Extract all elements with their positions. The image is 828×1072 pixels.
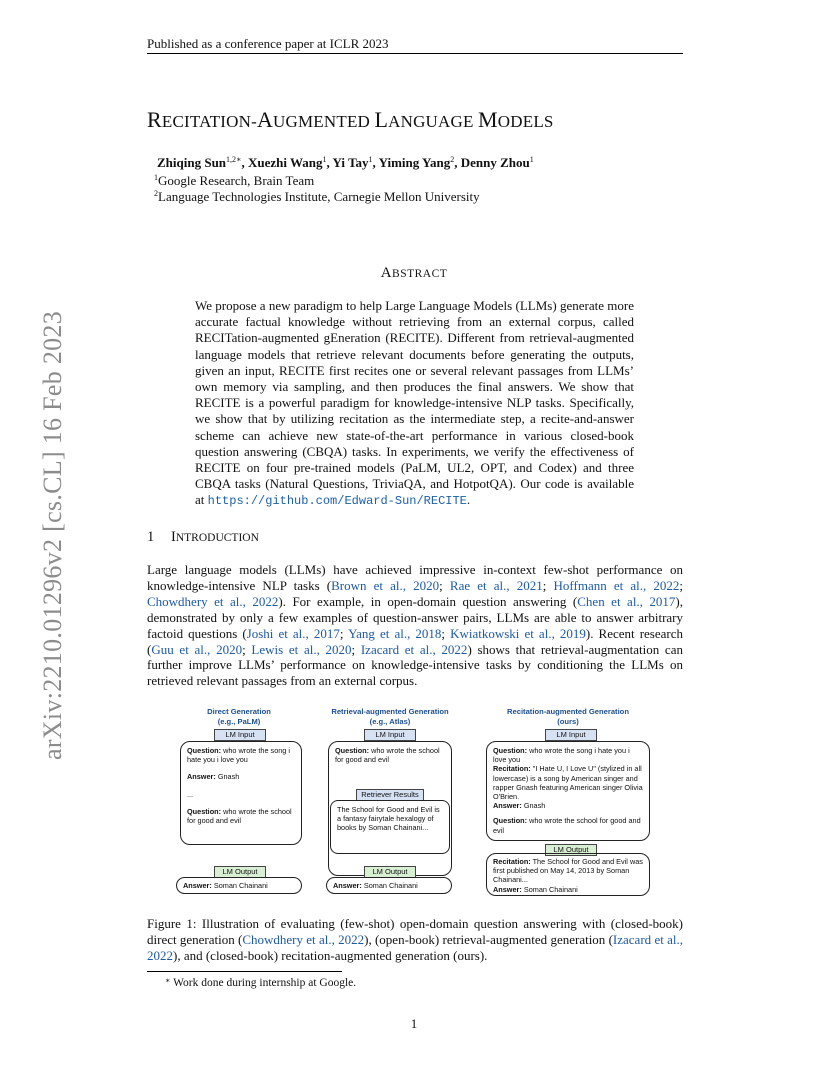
title-cap: A <box>256 107 274 132</box>
author-affil-mark: 1 <box>368 155 373 164</box>
affiliation-1: $^1$Google Research, Brain Team <box>154 173 315 188</box>
citation-link[interactable]: Chowdhery et al., 2022 <box>242 932 365 947</box>
author-affil-mark: 1 <box>529 155 534 164</box>
lm-output-tag: LM Output <box>214 866 266 878</box>
page-number: 1 <box>410 1016 418 1031</box>
title-rest: UGMENTED <box>273 112 375 131</box>
author-name: Yi Tay <box>332 155 369 170</box>
retrieved-passage-box: The School for Good and Evil is a fantasy fairytale hexalogy of books by Soman Chainani... <box>330 800 450 854</box>
arxiv-stamp <box>0 0 67 760</box>
header-rule <box>147 53 683 54</box>
section-heading: 1 INTRODUCTION <box>147 529 259 545</box>
author-name: Denny Zhou <box>460 155 530 170</box>
author-name: Yiming Yang <box>378 155 451 170</box>
code-link[interactable]: https://github.com/Edward-Sun/RECITE <box>207 494 467 509</box>
direct-generation-title: Direct Generation (e.g., PaLM) <box>207 707 271 726</box>
retriever-results-tag: Retriever Results <box>356 789 424 801</box>
retrieval-generation-title: Retrieval-augmented Generation (e.g., Atlas) <box>331 707 449 726</box>
lm-output-tag: LM Output <box>545 844 597 856</box>
title-cap: R <box>147 107 162 132</box>
lm-input-tag: LM Input <box>364 729 416 741</box>
footnote: ∗ Work done during internship at Google. <box>165 976 357 989</box>
lm-input-tag: LM Input <box>545 729 597 741</box>
footnote-rule <box>147 971 342 972</box>
author-name: Xuezhi Wang <box>247 155 323 170</box>
citation-link[interactable]: Chowdhery et al., 2022 <box>147 593 279 609</box>
figure-caption: Figure 1: Illustration of evaluating (few-shot) open-domain question answering with (closed-book) direct generation (Chowdhery et al., 2022), (open-book) retrieval-augmented generation (Izacard et al., 2022), and (closed-book) recitation-augmented generation (ours). <box>147 916 683 963</box>
recitation-output-box: Recitation: The School for Good and Evil was first published on May 14, 2013 by Soman Chainani... Answer: Soman Chainani <box>486 853 650 896</box>
citation-link[interactable]: Chen et al., 2017 <box>577 593 676 609</box>
author-affil-mark: 1,2∗ <box>226 155 242 164</box>
citation-link[interactable]: Brown et al., 2020 <box>331 577 440 593</box>
retrieval-input-box: Question: who wrote the school for good and evil <box>328 741 452 876</box>
abstract-heading: ABSTRACT <box>380 265 448 281</box>
retrieval-output-box: Answer: Soman Chainani <box>326 877 452 894</box>
title-rest: ECITATION- <box>161 112 257 131</box>
title-rest: ODELS <box>497 112 554 131</box>
direct-input-box: Question: who wrote the song i hate you i love you Answer: Gnash ... Question: who wrote the school for good and evil <box>180 741 302 845</box>
lm-input-tag: LM Input <box>214 729 266 741</box>
citation-link[interactable]: Izacard et al., 2022 <box>147 932 683 963</box>
paper-title <box>147 107 554 133</box>
citation-link[interactable]: Rae et al., 2021 <box>449 577 543 593</box>
citation-link[interactable]: Joshi et al., 2017 <box>246 625 340 641</box>
title-cap: L <box>374 107 389 132</box>
citation-link[interactable]: Kwiatkowski et al., 2019 <box>450 625 586 641</box>
abstract-body: We propose a new paradigm to help Large Language Models (LLMs) generate more accurate factual knowledge without retrieving from an external corpus, called RECITation-augmented gEneration (RECITE). Different from retrieval-augmented language models that retrieve relevant documents before generating the outputs, given an input, RECITE first recites one or several relevant passages from LLMs’ own memory via sampling, and then produces the final answers. We show that RECITE is a powerful paradigm for knowledge-intensive NLP tasks. Specifically, we show that by utilizing recitation as the intermediate step, a recite-and-answer scheme can achieve new state-of-the-art performance in various closed-book question answering (CBQA) tasks. In experiments, we verify the effectiveness of RECITE on four pre-trained models (PaLM, UL2, OPT, and Codex) and three CBQA tasks (Natural Questions, TriviaQA, and HotpotQA). Our code is available at https://github.com/Edward-Sun/RECITE. <box>195 298 634 509</box>
citation-link[interactable]: Izacard et al., 2022 <box>360 641 468 657</box>
title-rest: ANGUAGE <box>388 112 479 131</box>
author-affil-mark: 1 <box>322 155 327 164</box>
running-header: Published as a conference paper at ICLR 2023 <box>147 36 389 51</box>
recitation-generation-title: Recitation-augmented Generation (ours) <box>507 707 629 726</box>
arxiv-stamp-text: arXiv:2210.01296v2 [cs.CL] 16 Feb 2023 <box>38 310 67 760</box>
citation-link[interactable]: Lewis et al., 2020 <box>251 641 352 657</box>
recitation-input-box: Question: who wrote the song i hate you i love you Recitation: "I Hate U, I Love U" (stylized in all lowercase) is a song by American singer and rapper Gnash featuring American singer Olivia O'Brien. Answer: Gnash Question: who wrote the school for good and evil <box>486 741 650 841</box>
lm-output-tag: LM Output <box>364 866 416 878</box>
author-list: Zhiqing Sun$^{1,2∗}$, Xuezhi Wang$^1$, Yi Tay$^1$, Yiming Yang$^2$, Denny Zhou$^1$ <box>157 155 534 170</box>
citation-link[interactable]: Yang et al., 2018 <box>348 625 442 641</box>
citation-link[interactable]: Hoffmann et al., 2022 <box>553 577 680 593</box>
author-affil-mark: 2 <box>450 155 455 164</box>
citation-link[interactable]: Guu et al., 2020 <box>151 641 243 657</box>
title-cap: M <box>478 107 498 132</box>
intro-paragraph: Large language models (LLMs) have achieved impressive in-context few-shot performance on knowledge-intensive NLP tasks (Brown et al., 2020; Rae et al., 2021; Hoffmann et al., 2022; Chowdhery et al., 2022). For example, in open-domain question answering (Chen et al., 2017), demonstrated by only a few examples of question-answer pairs, LLMs are able to answer arbitrary factoid questions (Joshi et al., 2017; Yang et al., 2018; Kwiatkowski et al., 2019). Recent research (Guu et al., 2020; Lewis et al., 2020; Izacard et al., 2022) shows that retrieval-augmentation can further improve LLMs’ performance on knowledge-intensive tasks by conditioning the LLMs on retrieved relevant passages from an external corpus. <box>147 562 684 689</box>
affiliation-2: $^2$Language Technologies Institute, Carnegie Mellon University <box>154 189 480 204</box>
direct-output-box: Answer: Soman Chainani <box>176 877 302 894</box>
author-name: Zhiqing Sun <box>157 155 227 170</box>
